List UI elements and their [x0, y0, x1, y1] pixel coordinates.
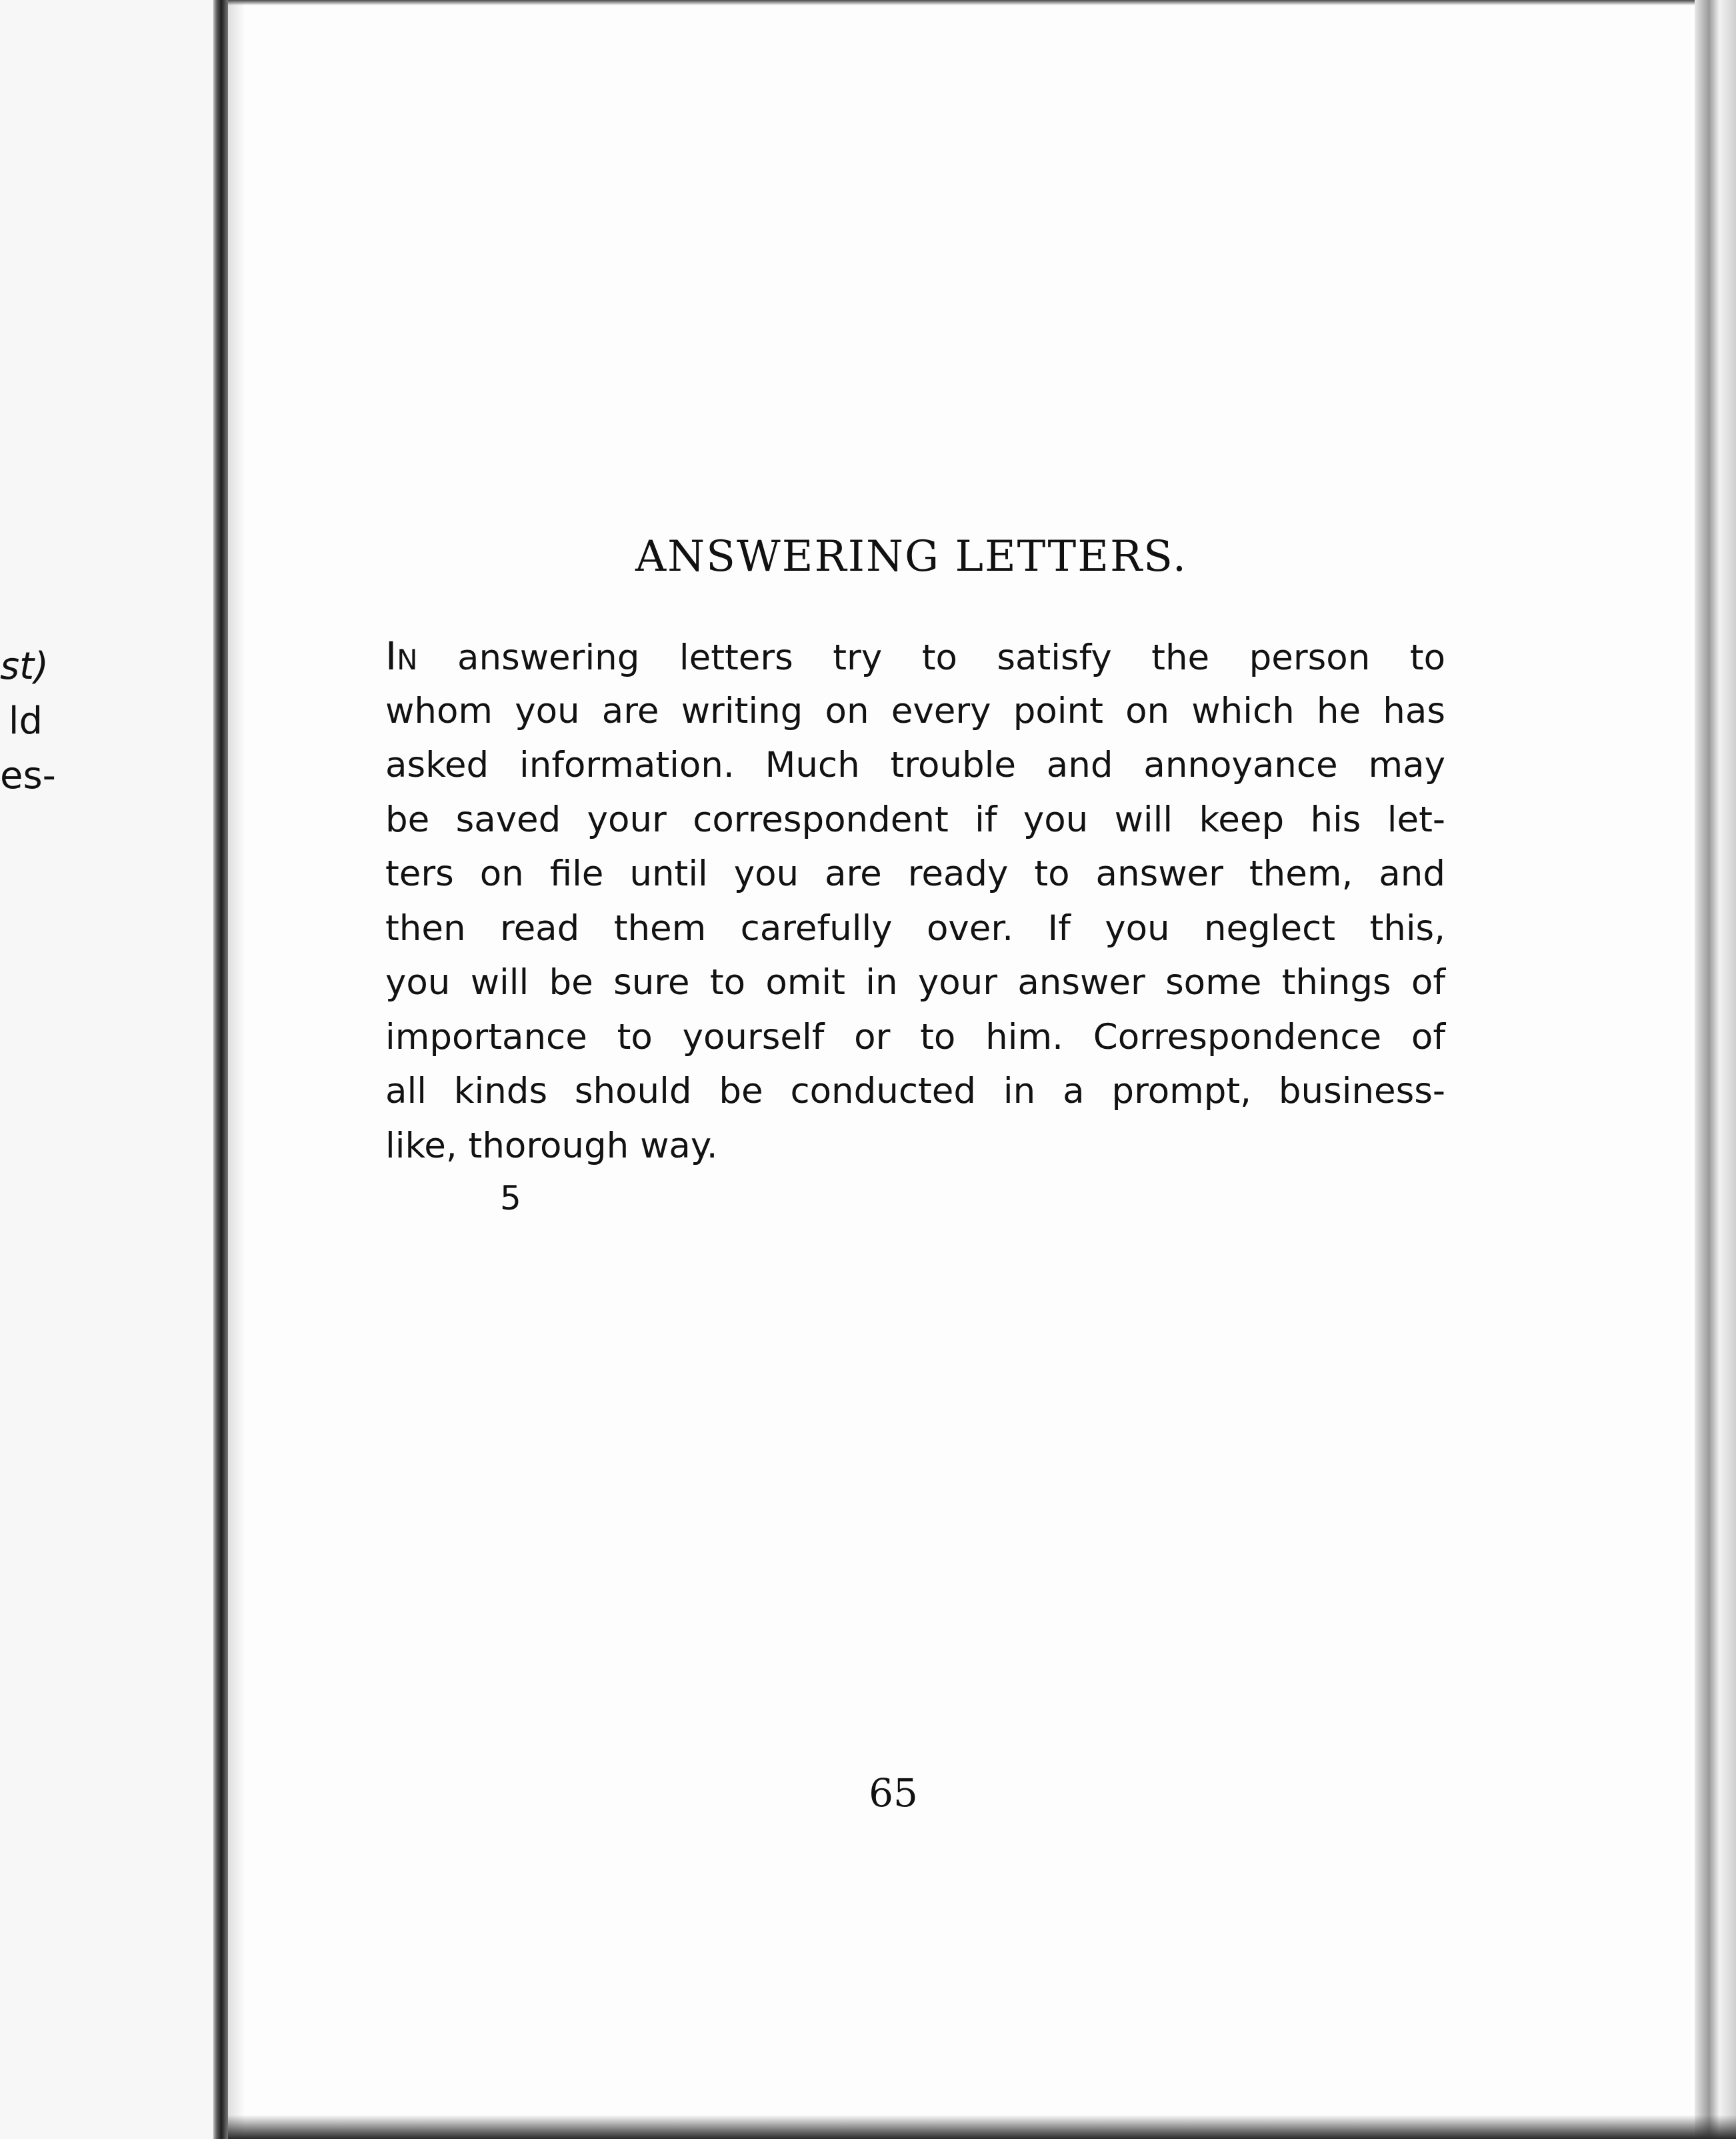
body-line: importance to yourself or to him. Correspondence of: [385, 1016, 1445, 1057]
page-number: 65: [869, 1770, 918, 1816]
page-right-edge: [1695, 0, 1736, 2139]
body-line: ters on file until you are ready to answer them, and: [385, 853, 1445, 894]
body-line: like, thorough way.: [385, 1125, 718, 1166]
left-facing-page: [0, 0, 213, 2139]
body-line: you will be sure to omit in your answer some things of: [385, 962, 1445, 1003]
body-paragraph: [385, 629, 1445, 1173]
left-page-fragment: st): [0, 645, 49, 688]
body-line: asked information. Much trouble and annoyance may: [385, 745, 1445, 785]
book-gutter: [213, 0, 228, 2139]
gutter-shadow: [228, 0, 245, 2139]
body-line: then read them carefully over. If you neglect this,: [385, 907, 1445, 949]
page-top-edge: [228, 0, 1695, 5]
body-line: be saved your correspondent if you will keep his let-: [385, 799, 1445, 840]
signature-mark: 5: [500, 1179, 521, 1218]
body-line: IN answering letters try to satisfy the person to: [385, 633, 1445, 679]
left-page-fragment: ld: [8, 699, 43, 743]
body-line: whom you are writing on every point on which he has: [385, 690, 1445, 731]
chapter-title: ANSWERING LETTERS.: [635, 532, 1188, 581]
page-bottom-edge: [228, 2115, 1736, 2139]
drop-initial: IN: [385, 633, 418, 679]
left-page-fragment: es-: [0, 754, 56, 797]
body-line: all kinds should be conducted in a prompt, business-: [385, 1071, 1445, 1112]
